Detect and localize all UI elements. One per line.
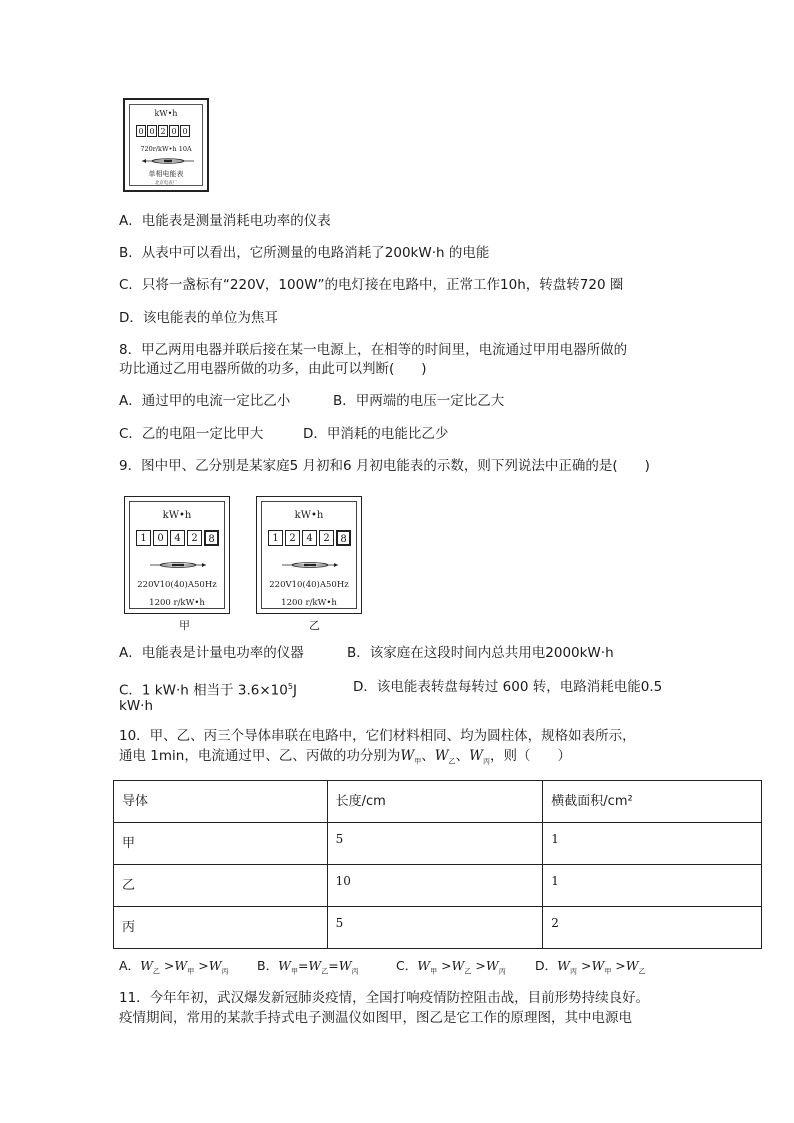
meter-spec: 220V10(40)A50Hz (269, 580, 349, 590)
work-subscript-bing: 丙 (570, 967, 577, 976)
q10-stem-suffix: ，则（ ） (490, 748, 572, 764)
meter-rate: 1200 r/kW•h (281, 598, 337, 608)
q8-stem-line2: 功比通过乙用电器所做的功多，由此可以判断( ) (119, 361, 427, 377)
option-label: A． (119, 958, 141, 973)
q9-option-a: A．电能表是计量电功率的仪器 (119, 645, 304, 661)
work-subscript-yi: 乙 (321, 967, 329, 976)
meter-unit-label: kW•h (162, 510, 192, 521)
q9-option-c-exponent: 5 (287, 682, 293, 691)
q8-option-d: D．甲消耗的电能比乙少 (303, 426, 449, 442)
q10-stem-prefix: 通电 1min，电流通过甲、乙、丙做的功分别为 (119, 748, 401, 764)
work-subscript-bing: 丙 (483, 757, 491, 766)
option-label: B． (257, 958, 279, 973)
q10-option-a (119, 957, 229, 981)
work-symbol: W (338, 958, 352, 973)
work-subscript-bing: 丙 (498, 967, 506, 976)
q8-option-a: A．通过甲的电流一定比乙小 (119, 393, 291, 409)
work-symbol: W (308, 958, 322, 973)
work-subscript-bing: 丙 (221, 967, 229, 976)
meter-unit-label: kW•h (154, 109, 178, 118)
separator: 、 (455, 748, 470, 764)
meter-digit: 2 (285, 530, 300, 546)
work-subscript-yi: 乙 (638, 967, 646, 976)
meter-face (129, 104, 203, 186)
work-symbol: W (174, 958, 188, 973)
meter-disc-icon (142, 158, 194, 164)
q11-line2: 疫情期间，常用的某款手持式电子测温仪如图甲，图乙是它工作的原理图，其中电源电 (119, 1010, 632, 1026)
meter-maker: 北京电表厂 (154, 181, 178, 186)
meter-figure-jia (124, 496, 230, 614)
table-cell: 1 (543, 823, 762, 865)
table-header-cell: 导体 (114, 781, 328, 823)
table-cell: 10 (327, 865, 543, 907)
q10-stem-line1: 10．甲、乙、丙三个导体串联在电路中，它们材料相同、均为圆柱体，规格如表所示， (119, 728, 636, 744)
meter-digit: 2 (319, 530, 334, 546)
table-row (114, 907, 762, 949)
table-header-row (114, 781, 762, 823)
option-label: D． (535, 958, 558, 973)
meter-unit-label: kW•h (294, 510, 324, 521)
meter-disc-icon (150, 562, 206, 568)
q9-option-b: B．该家庭在这段时间内总共用电2000kW·h (347, 645, 614, 661)
option-label: C． (396, 958, 418, 973)
q10-option-d (535, 957, 646, 981)
work-symbol: W (591, 958, 605, 973)
work-symbol: W (140, 958, 153, 973)
table-cell: 2 (543, 907, 762, 949)
table-header-cell: 长度/cm (327, 781, 543, 823)
greater-than: > (437, 958, 452, 973)
table-cell: 丙 (114, 907, 328, 949)
q7-option-c: C．只将一盏标有“220V，100W”的电灯接在电路中，正常工作10h，转盘转720 圈 (119, 277, 624, 293)
work-symbol: W (451, 958, 465, 973)
greater-than: > (471, 958, 486, 973)
work-subscript-jia: 甲 (414, 757, 422, 766)
meter-digit: 0 (153, 530, 168, 546)
meter-digit: 2 (158, 125, 168, 137)
q9-option-c-prefix: C．1 kW·h 相当于 3.6×10 (119, 682, 288, 699)
meter-digits (136, 530, 221, 546)
meter-name: 单相电能表 (148, 170, 184, 178)
q7-option-a: A．电能表是测量消耗电功率的仪表 (119, 213, 331, 229)
q7-option-b: B．从表中可以看出，它所测量的电路消耗了200kW·h 的电能 (119, 245, 490, 261)
table-row (114, 865, 762, 907)
q8-option-c: C．乙的电阻一定比甲大 (119, 426, 264, 442)
equals: = (297, 958, 309, 973)
separator: 、 (421, 748, 435, 764)
meter-digit: 1 (136, 530, 151, 546)
work-symbol: W (625, 958, 639, 973)
meter-digit: 4 (302, 530, 317, 546)
work-symbol: W (485, 958, 499, 973)
table-row (114, 823, 762, 865)
q8-stem-line1: 8．甲乙两用电器并联后接在某一电源上，在相等的时间里，电流通过甲用电器所做的 (119, 342, 628, 358)
meter-digit: 2 (187, 530, 202, 546)
q10-stem-line2 (119, 747, 571, 771)
meter-rate: 1200 r/kW•h (149, 598, 205, 608)
work-subscript-jia: 甲 (604, 967, 612, 976)
meter-face (261, 501, 357, 609)
q9-option-c-suffix: J (292, 682, 297, 699)
work-symbol: W (417, 958, 431, 973)
q7-option-d: D．该电能表的单位为焦耳 (119, 310, 278, 326)
q9-option-d-line1: D．该电能表转盘每转过 600 转，电路消耗电能0.5 (353, 679, 663, 695)
meter-digit: 4 (170, 530, 185, 546)
meter-digit: 0 (180, 125, 190, 137)
meter-face (129, 501, 225, 609)
greater-than: > (611, 958, 626, 973)
table-cell: 5 (327, 823, 543, 865)
work-symbol: W (400, 748, 415, 764)
work-symbol: W (469, 748, 484, 764)
work-subscript-yi: 乙 (448, 757, 456, 766)
work-subscript-yi: 乙 (152, 967, 160, 976)
meter-figure-yi (256, 496, 362, 614)
meter-caption-jia: 甲 (179, 619, 190, 632)
work-symbol: W (208, 958, 222, 973)
greater-than: > (159, 958, 175, 973)
meter-spec: 220V10(40)A50Hz (137, 580, 217, 590)
work-subscript-yi: 乙 (464, 967, 472, 976)
work-subscript-jia: 甲 (187, 967, 195, 976)
table-cell: 乙 (114, 865, 328, 907)
meter-digit: 0 (136, 125, 146, 137)
meter-digits (136, 125, 191, 137)
q10-option-c (396, 957, 506, 981)
q9-option-d-line2: kW·h (119, 698, 154, 714)
work-subscript-jia: 甲 (430, 967, 438, 976)
table-cell: 1 (543, 865, 762, 907)
meter-digit: 0 (169, 125, 179, 137)
work-symbol: W (434, 748, 449, 764)
meter-digit: 8 (204, 530, 219, 546)
table-header-cell: 横截面积/cm² (543, 781, 762, 823)
work-subscript-jia: 甲 (290, 967, 298, 976)
greater-than: > (577, 958, 592, 973)
meter-figure-q7 (123, 98, 209, 192)
greater-than: > (194, 958, 209, 973)
q10-option-b (257, 957, 359, 981)
equals: = (328, 958, 339, 973)
meter-caption-yi: 乙 (309, 619, 320, 632)
meter-digit: 8 (336, 530, 351, 546)
work-symbol: W (557, 958, 570, 973)
conductor-table (113, 780, 762, 949)
work-subscript-bing: 丙 (351, 967, 359, 976)
q8-option-b: B．甲两端的电压一定比乙大 (333, 393, 505, 409)
meter-disc-icon (282, 562, 338, 568)
meter-digits (268, 530, 353, 546)
meter-digit: 0 (147, 125, 157, 137)
work-symbol: W (278, 958, 291, 973)
table-cell: 5 (327, 907, 543, 949)
meter-digit: 1 (268, 530, 283, 546)
table-cell: 甲 (114, 823, 328, 865)
q9-stem: 9．图中甲、乙分别是某家庭5 月初和6 月初电能表的示数，则下列说法中正确的是( ) (119, 458, 650, 474)
meter-spec: 720r/kW•h 10A (140, 145, 192, 153)
q11-line1: 11．今年年初，武汉爆发新冠肺炎疫情，全国打响疫情防控阻击战，目前形势持续良好。 (119, 990, 650, 1006)
